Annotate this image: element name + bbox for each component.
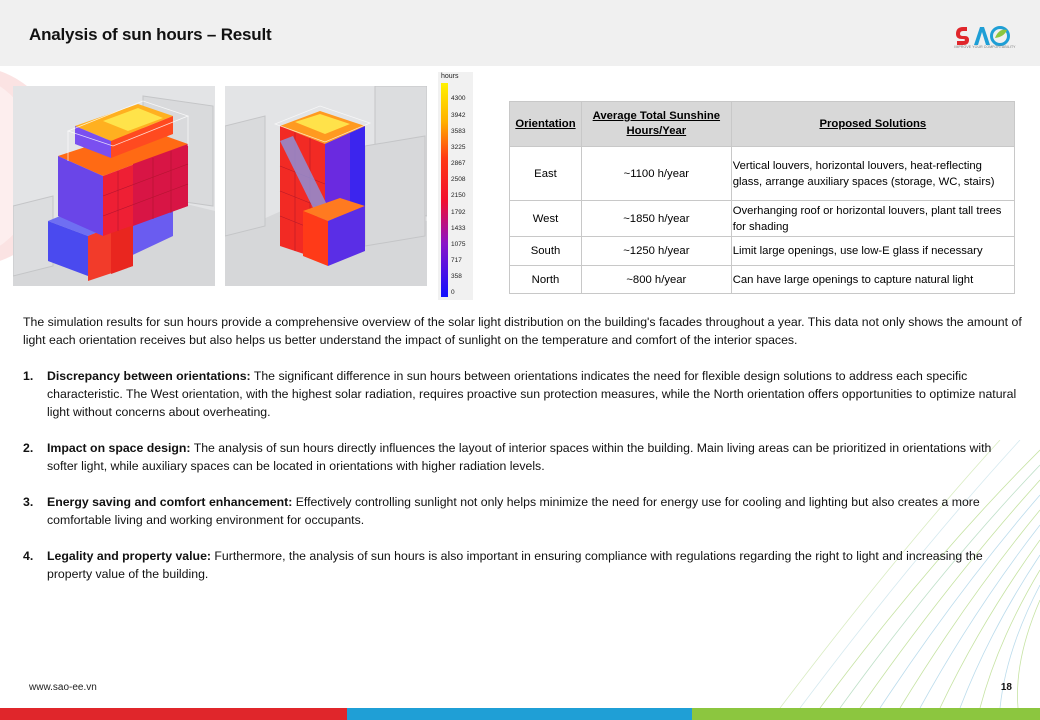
column-header-orientation: Orientation [510,102,582,147]
analysis-text [23,313,1023,601]
legend-tick: 2508 [451,176,466,183]
point-text: The significant difference in sun hours between orientations indicates the need for flexible design solutions to address each specific characteristic. The West orientation, with the highest solar radiation, requires proactive sun protection measures, while the North orientation offers opportunities to optimize natural light without concerns about overheating. [47,369,1017,419]
table-row [510,266,1015,294]
list-number: 4. [23,549,34,563]
sun-hours-render-view-2 [225,86,427,286]
point-text: The analysis of sun hours directly influences the layout of interior spaces within the building. Main living areas can be prioritized in orientations with softer light, while auxiliary spaces can be located in orientations with higher radiation levels. [47,441,992,473]
legend-color-scale [441,83,448,297]
legend-tick: 4300 [451,95,466,102]
legend-tick: 3942 [451,112,466,119]
cell-orientation: West [510,201,582,237]
legend-tick: 1792 [451,209,466,216]
findings-list [23,367,1023,583]
website-link[interactable]: www.sao-ee.vn [29,682,97,693]
table-row [510,201,1015,237]
cell-solution: Vertical louvers, horizontal louvers, heat-reflecting glass, arrange auxiliary spaces (storage, WC, stairs) [731,147,1014,201]
cell-hours: ~800 h/year [581,266,731,294]
legend-tick: 3583 [451,128,466,135]
legend-title: hours [441,73,459,80]
legend-tick: 1433 [451,225,466,232]
point-heading: Impact on space design: [47,441,191,455]
legend-tick: 358 [451,273,462,280]
point-heading: Energy saving and comfort enhancement: [47,495,293,509]
table-row [510,147,1015,201]
cell-hours: ~1250 h/year [581,237,731,266]
list-item [23,367,1023,421]
legend-tick: 0 [451,289,455,296]
page-title: Analysis of sun hours – Result [29,25,272,44]
sunshine-table [509,101,1015,294]
cell-hours: ~1850 h/year [581,201,731,237]
cell-orientation: East [510,147,582,201]
intro-paragraph: The simulation results for sun hours provide a comprehensive overview of the solar light distribution on the building's facades throughout a year. This data not only shows the amount of light each orientation receives but also helps us better understand the impact of sunlight on the temperature and comfort of the interior spaces. [23,315,1022,347]
point-text: Effectively controlling sunlight not only helps minimize the need for energy use for cooling and lighting but also creates a more comfortable living and working environment for occupants. [47,495,980,527]
column-header-solutions: Proposed Solutions [731,102,1014,147]
list-item [23,493,1023,529]
cell-orientation: South [510,237,582,266]
legend-tick: 2867 [451,160,466,167]
list-number: 2. [23,441,34,455]
list-item [23,547,1023,583]
footer-bar-green [692,708,1040,720]
point-text: Furthermore, the analysis of sun hours is also important in ensuring compliance with regulations regarding the right to light and increasing the property value of the building. [47,549,983,581]
table-header-row [510,102,1015,147]
legend-tick: 3225 [451,144,466,151]
cell-solution: Limit large openings, use low-E glass if necessary [731,237,1014,266]
logo-tagline: IMPROVE YOUR COMFORTABILITY [954,45,1016,49]
page-number: 18 [1000,682,1012,693]
list-item [23,439,1023,475]
cell-orientation: North [510,266,582,294]
sun-hours-legend [438,72,473,300]
list-number: 1. [23,369,34,383]
list-number: 3. [23,495,34,509]
cell-hours: ~1100 h/year [581,147,731,201]
footer-bar-red [0,708,347,720]
cell-solution: Overhanging roof or horizontal louvers, plant tall trees for shading [731,201,1014,237]
legend-tick: 717 [451,257,462,264]
sun-hours-render-view-1 [13,86,215,286]
column-header-hours: Average Total Sunshine Hours/Year [581,102,731,147]
point-heading: Discrepancy between orientations: [47,369,251,383]
legend-tick: 1075 [451,241,466,248]
table-row [510,237,1015,266]
point-heading: Legality and property value: [47,549,211,563]
legend-tick: 2150 [451,192,466,199]
cell-solution: Can have large openings to capture natural light [731,266,1014,294]
footer-bar-blue [347,708,692,720]
